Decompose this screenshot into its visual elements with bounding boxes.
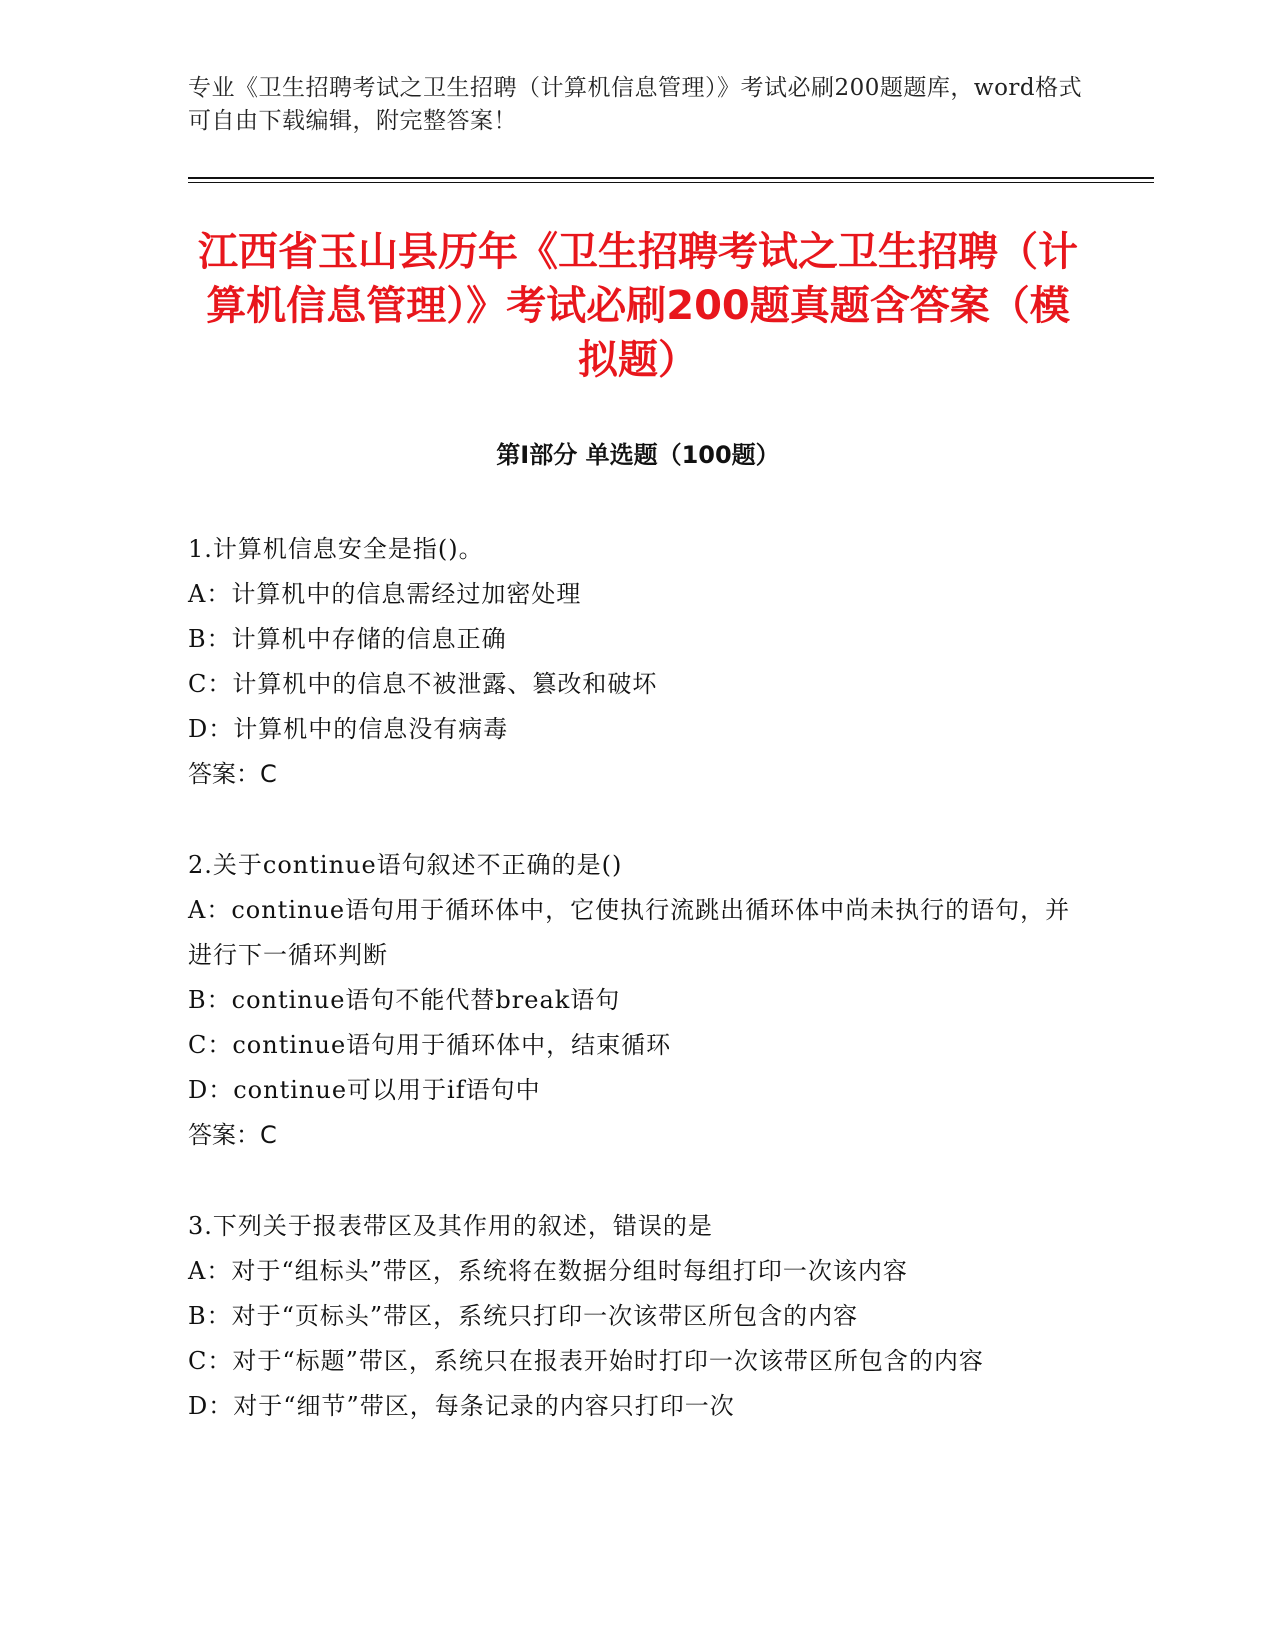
question-list	[188, 527, 1088, 1475]
header-rule-thin	[188, 182, 1154, 183]
question-3	[188, 1204, 1088, 1429]
answer: 答案：C	[188, 1121, 277, 1149]
header-note: 专业《卫生招聘考试之卫生招聘（计算机信息管理）》考试必刷200题题库，word格式可自由下载编辑，附完整答案！	[188, 75, 1083, 134]
question-1	[188, 527, 1088, 797]
option-d: D：continue可以用于if语句中	[188, 1076, 541, 1104]
option-c: C：计算机中的信息不被泄露、篡改和破坏	[188, 670, 658, 698]
header-rule-thick	[188, 177, 1154, 179]
option-a: A：计算机中的信息需经过加密处理	[188, 580, 582, 608]
option-c: C：continue语句用于循环体中，结束循环	[188, 1031, 672, 1059]
option-b: B：continue语句不能代替break语句	[188, 986, 621, 1014]
answer: 答案：C	[188, 760, 277, 788]
document-title: 江西省玉山县历年《卫生招聘考试之卫生招聘（计算机信息管理）》考试必刷200题真题含答案（模拟题）	[198, 229, 1078, 383]
option-a: A：对于“组标头”带区，系统将在数据分组时每组打印一次该内容	[188, 1257, 908, 1285]
option-c: C：对于“标题”带区，系统只在报表开始时打印一次该带区所包含的内容	[188, 1347, 984, 1375]
section-title: 第Ⅰ部分 单选题（100题）	[496, 441, 780, 469]
option-d: D：计算机中的信息没有病毒	[188, 715, 509, 743]
question-2	[188, 843, 1088, 1158]
option-a: A：continue语句用于循环体中，它使执行流跳出循环体中尚未执行的语句，并进行下一循环判断	[188, 896, 1071, 969]
option-b: B：计算机中存储的信息正确	[188, 625, 507, 653]
question-stem: 3.下列关于报表带区及其作用的叙述，错误的是	[188, 1212, 713, 1240]
question-stem: 1.计算机信息安全是指()。	[188, 535, 484, 563]
question-stem: 2.关于continue语句叙述不正确的是()	[188, 851, 623, 879]
option-d: D：对于“细节”带区，每条记录的内容只打印一次	[188, 1392, 735, 1420]
option-b: B：对于“页标头”带区，系统只打印一次该带区所包含的内容	[188, 1302, 859, 1330]
